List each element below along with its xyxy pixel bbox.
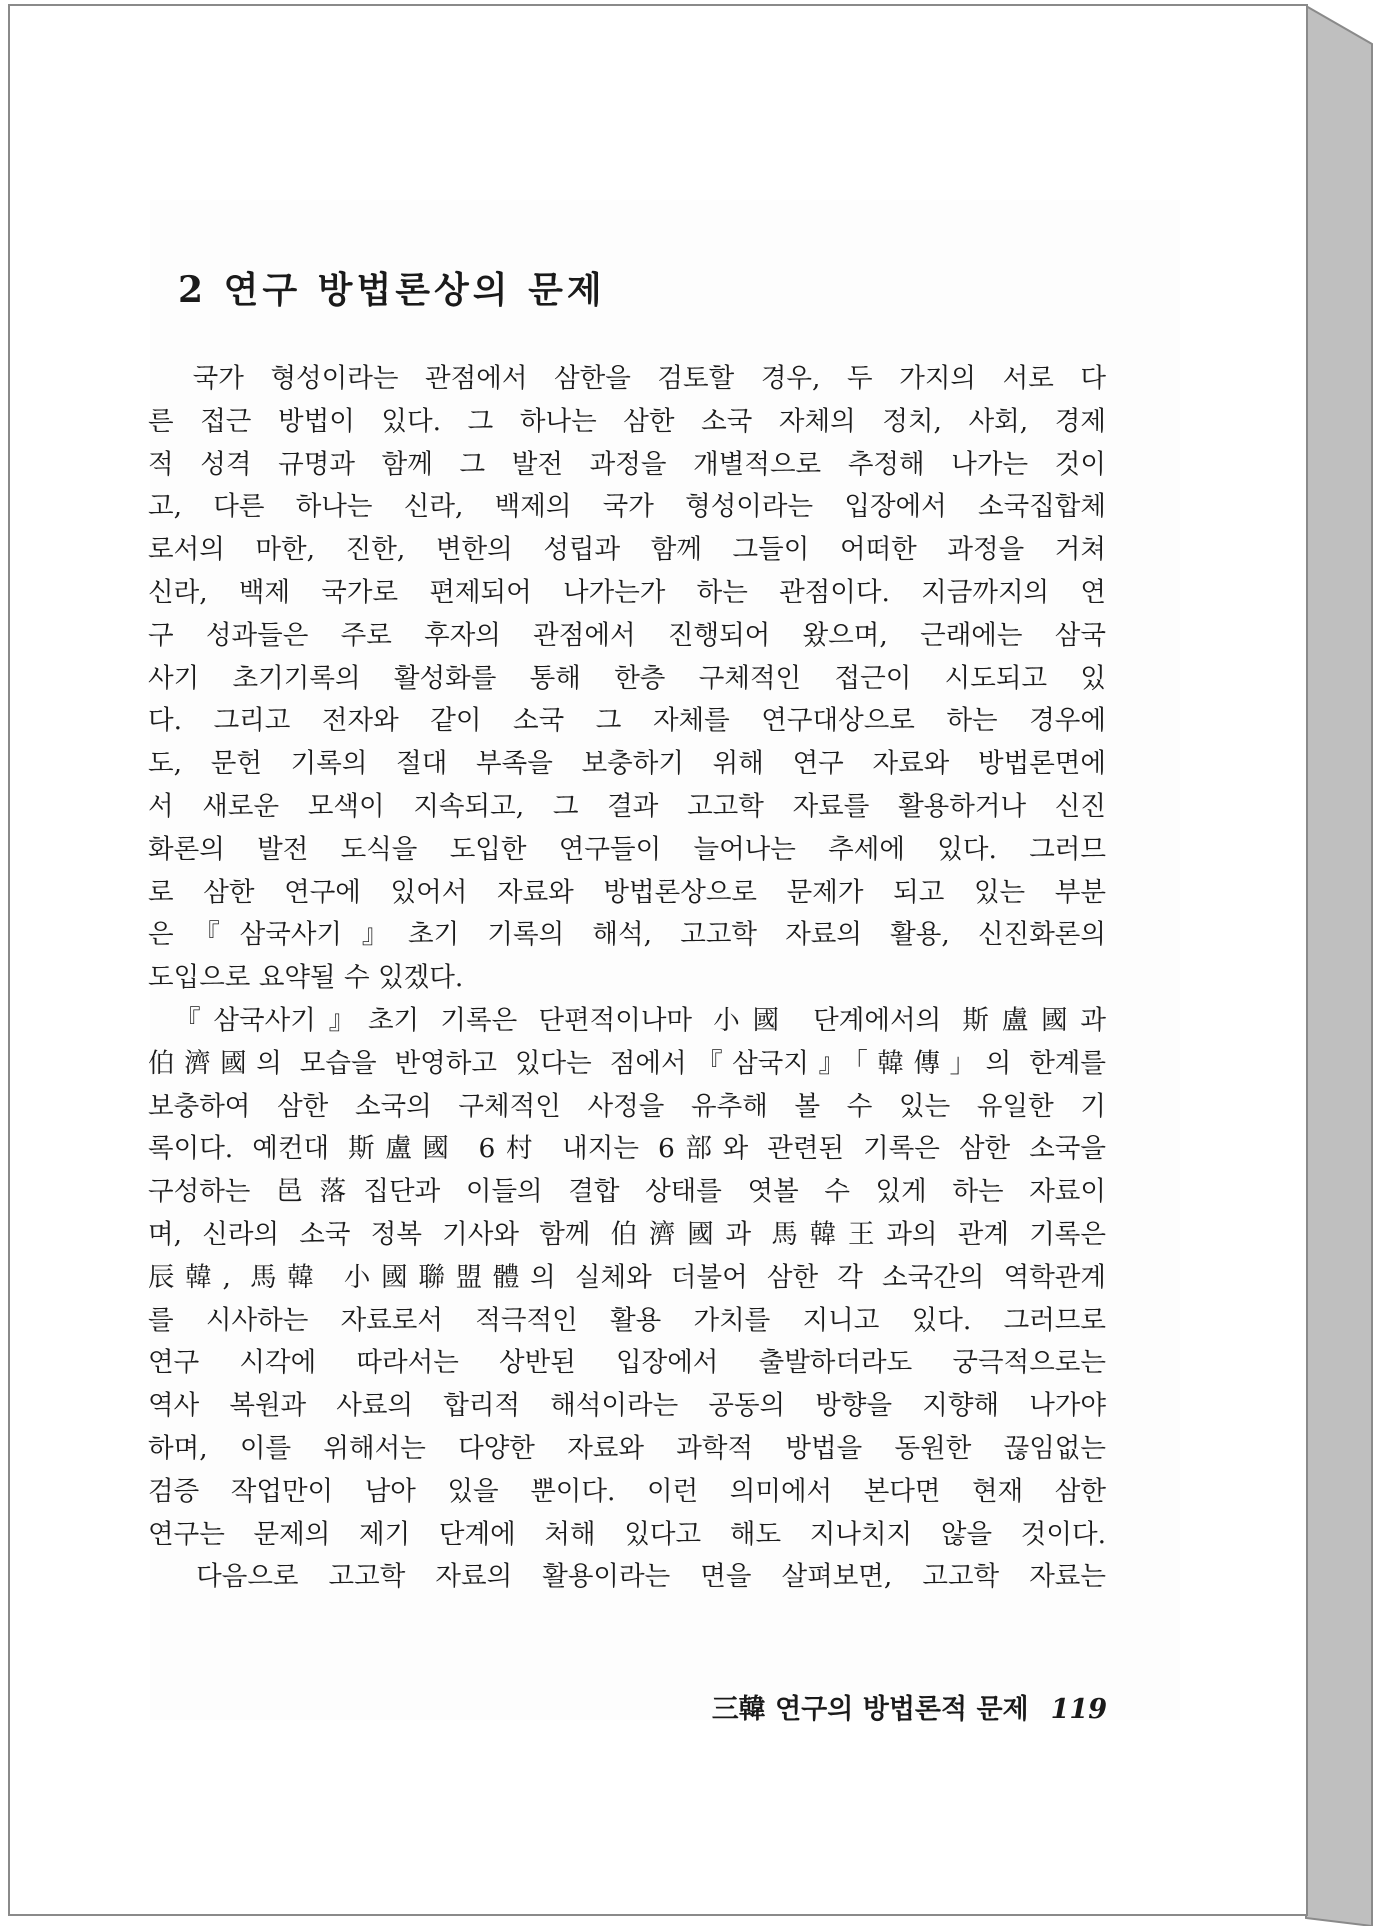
text-line: 하며, 이를 위해서는 다양한 자료와 과학적 방법을 동원한 끊임없는 xyxy=(148,1432,1106,1464)
text-line: 연구 시각에 따라서는 상반된 입장에서 출발하더라도 궁극적으로는 xyxy=(148,1347,1106,1379)
text-line: 화론의 발전 도식을 도입한 연구들이 늘어나는 추세에 있다. 그러므 xyxy=(148,833,1106,865)
page-number: 119 xyxy=(1050,1694,1107,1725)
text-line: 사기 초기기록의 활성화를 통해 한층 구체적인 접근이 시도되고 있 xyxy=(148,662,1106,694)
text-line: 록이다. 예컨대 斯盧國 6村 내지는 6部와 관련된 기록은 삼한 소국을 xyxy=(148,1133,1106,1165)
body-text xyxy=(148,358,1106,1599)
paragraph-2 xyxy=(148,1000,1106,1556)
text-line: 辰韓, 馬韓 小國聯盟體의 실체와 더불어 삼한 각 소국간의 역학관계 xyxy=(148,1261,1106,1293)
text-line: 역사 복원과 사료의 합리적 해석이라는 공동의 방향을 지향해 나가야 xyxy=(148,1390,1106,1422)
text-line: 고, 다른 하나는 신라, 백제의 국가 형성이라는 입장에서 소국집합체 xyxy=(148,491,1106,523)
text-line: 보충하여 삼한 소국의 구체적인 사정을 유추해 볼 수 있는 유일한 기 xyxy=(148,1090,1106,1122)
text-line: 伯濟國의 모습을 반영하고 있다는 점에서『삼국지』「韓傳」의 한계를 xyxy=(148,1047,1106,1079)
text-line: 구성하는 邑落집단과 이들의 결합 상태를 엿볼 수 있게 하는 자료이 xyxy=(148,1176,1106,1208)
text-line: 를 시사하는 자료로서 적극적인 활용 가치를 지니고 있다. 그러므로 xyxy=(148,1304,1106,1336)
text-line: 신라, 백제 국가로 편제되어 나가는가 하는 관점이다. 지금까지의 연 xyxy=(148,576,1106,608)
text-line: 른 접근 방법이 있다. 그 하나는 삼한 소국 자체의 정치, 사회, 경제 xyxy=(148,405,1106,437)
running-title: 三韓 연구의 방법론적 문제 xyxy=(711,1694,1029,1725)
text-line: 로 삼한 연구에 있어서 자료와 방법론상으로 문제가 되고 있는 부분 xyxy=(148,876,1106,908)
text-line: 다음으로 고고학 자료의 활용이라는 면을 살펴보면, 고고학 자료는 xyxy=(148,1561,1106,1593)
text-line: 로서의 마한, 진한, 변한의 성립과 함께 그들이 어떠한 과정을 거쳐 xyxy=(148,534,1106,566)
text-line: 도, 문헌 기록의 절대 부족을 보충하기 위해 연구 자료와 방법론면에 xyxy=(148,748,1106,780)
paragraph-1 xyxy=(148,358,1106,1000)
text-line: 다. 그리고 전자와 같이 소국 그 자체를 연구대상으로 하는 경우에 xyxy=(148,705,1106,737)
text-line: 은『삼국사기』초기 기록의 해석, 고고학 자료의 활용, 신진화론의 xyxy=(148,919,1106,951)
text-line: 도입으로 요약될 수 있겠다. xyxy=(148,962,464,994)
text-line: 국가 형성이라는 관점에서 삼한을 검토할 경우, 두 가지의 서로 다 xyxy=(148,363,1106,394)
text-line: 며, 신라의 소국 정복 기사와 함께 伯濟國과 馬韓王과의 관계 기록은 xyxy=(148,1218,1106,1250)
text-line: 검증 작업만이 남아 있을 뿐이다. 이런 의미에서 본다면 현재 삼한 xyxy=(148,1475,1106,1507)
section-heading: 2 연구 방법론상의 문제 xyxy=(178,269,606,311)
paragraph-3 xyxy=(148,1556,1106,1599)
text-line: 적 성격 규명과 함께 그 발전 과정을 개별적으로 추정해 나가는 것이 xyxy=(148,448,1106,480)
text-line: 구 성과들은 주로 후자의 관점에서 진행되어 왔으며, 근래에는 삼국 xyxy=(148,619,1106,651)
text-line: 『삼국사기』초기 기록은 단편적이나마 小國 단계에서의 斯盧國과 xyxy=(148,1004,1106,1036)
text-line: 서 새로운 모색이 지속되고, 그 결과 고고학 자료를 활용하거나 신진 xyxy=(148,790,1106,822)
text-line: 연구는 문제의 제기 단계에 처해 있다고 해도 지나치지 않을 것이다. xyxy=(148,1518,1106,1550)
page-footer xyxy=(712,1687,1107,1726)
